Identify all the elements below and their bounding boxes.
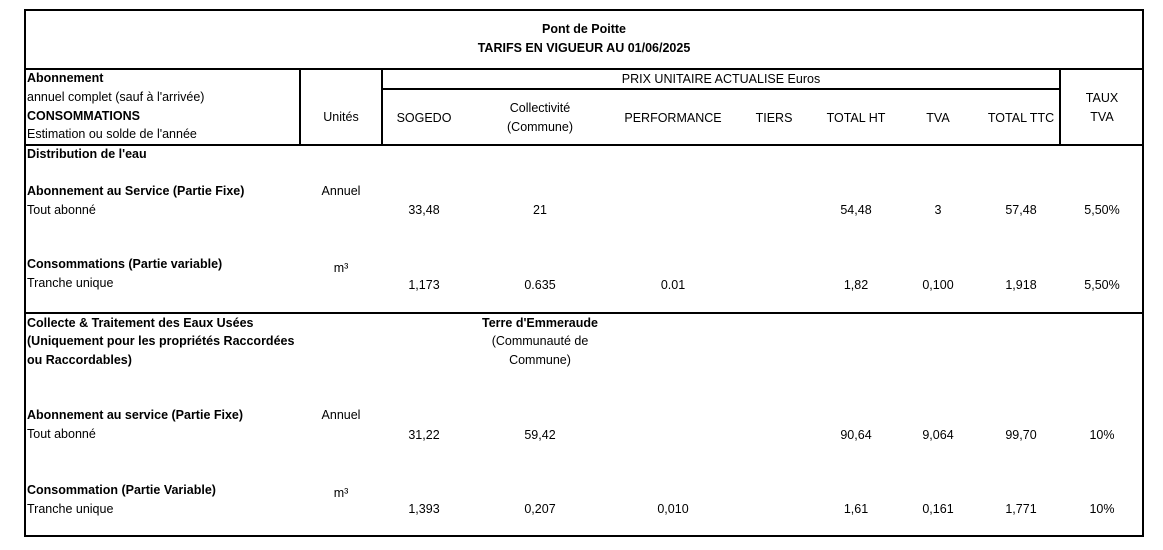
cell-unit: Annuel (321, 408, 361, 422)
cell-tva: 0,100 (922, 278, 954, 292)
section-title-collecte: Collecte & Traitement des Eaux Usées (27, 316, 254, 330)
col-header-tiers: TIERS (755, 111, 793, 125)
cell-total-ttc: 1,771 (1005, 502, 1037, 516)
cell-total-ttc: 1,918 (1005, 278, 1037, 292)
row-sublabel: Tout abonné (27, 427, 96, 441)
cell-sogedo: 33,48 (408, 203, 440, 217)
col-header-total-ht: TOTAL HT (826, 111, 886, 125)
col-header-performance: PERFORMANCE (624, 111, 722, 125)
cell-taux: 10% (1089, 502, 1115, 516)
cell-total-ttc: 57,48 (1005, 203, 1037, 217)
collectivite-type-2: Commune) (509, 353, 571, 367)
col-header-taux-2: TVA (1090, 110, 1114, 124)
cell-total-ht: 1,82 (843, 278, 869, 292)
row-sublabel: Tranche unique (27, 502, 114, 516)
cell-collectivite: 0.635 (524, 278, 556, 292)
cell-performance: 0,010 (657, 502, 689, 516)
prix-group-underline (381, 88, 1061, 90)
column-header-divider (24, 144, 1144, 146)
cell-collectivite: 59,42 (524, 428, 556, 442)
col-divider-taux-left (1059, 68, 1061, 146)
cell-taux: 10% (1089, 428, 1115, 442)
col-header-sogedo: SOGEDO (396, 111, 452, 125)
section-title-distribution: Distribution de l'eau (27, 147, 147, 161)
col-header-total-ttc: TOTAL TTC (987, 111, 1055, 125)
page-title: Pont de Poitte (541, 22, 627, 36)
cell-unit: Annuel (321, 184, 361, 198)
col-header-taux-1: TAUX (1085, 91, 1119, 105)
row-label: Consommations (Partie variable) (27, 257, 223, 271)
table-border-bottom (24, 535, 1144, 537)
left-header-annuel: annuel complet (sauf à l'arrivée) (27, 90, 205, 104)
cell-unit: m³ (333, 261, 349, 275)
cell-total-ht: 54,48 (840, 203, 872, 217)
cell-unit: m³ (333, 486, 349, 500)
cell-total-ttc: 99,70 (1005, 428, 1037, 442)
table-border-right (1142, 9, 1144, 537)
cell-sogedo: 1,173 (408, 278, 440, 292)
section-title-collecte-sub2: ou Raccordables) (27, 353, 132, 367)
cell-tva: 9,064 (922, 428, 954, 442)
left-header-abonnement: Abonnement (27, 71, 104, 85)
table-border-left (24, 9, 26, 537)
cell-collectivite: 21 (533, 203, 547, 217)
header-divider (24, 68, 1144, 70)
cell-sogedo: 1,393 (408, 502, 440, 516)
cell-total-ht: 1,61 (843, 502, 869, 516)
col-header-collectivite-1: Collectivité (509, 101, 571, 115)
section-divider (24, 312, 1144, 314)
section-title-collecte-sub1: (Uniquement pour les propriétés Raccordées (27, 334, 295, 348)
collectivite-type: (Communauté de (491, 334, 589, 348)
row-label: Consommation (Partie Variable) (27, 483, 216, 497)
cell-tva: 0,161 (922, 502, 954, 516)
row-label: Abonnement au Service (Partie Fixe) (27, 184, 245, 198)
row-sublabel: Tout abonné (27, 203, 96, 217)
col-header-prix-group: PRIX UNITAIRE ACTUALISE Euros (621, 72, 821, 86)
left-header-estimation: Estimation ou solde de l'année (27, 127, 197, 141)
page-subtitle: TARIFS EN VIGUEUR AU 01/06/2025 (477, 41, 691, 55)
cell-performance: 0.01 (660, 278, 686, 292)
cell-tva: 3 (934, 203, 942, 217)
row-label: Abonnement au service (Partie Fixe) (27, 408, 244, 422)
cell-sogedo: 31,22 (408, 428, 440, 442)
col-header-collectivite-2: (Commune) (507, 120, 573, 134)
cell-taux: 5,50% (1084, 278, 1120, 292)
left-header-consommations: CONSOMMATIONS (27, 109, 140, 123)
collectivite-name: Terre d'Emmeraude (482, 316, 598, 330)
col-header-tva: TVA (926, 111, 950, 125)
col-divider-unites-left (299, 68, 301, 146)
row-sublabel: Tranche unique (27, 276, 114, 290)
cell-taux: 5,50% (1084, 203, 1120, 217)
cell-collectivite: 0,207 (524, 502, 556, 516)
col-header-unites: Unités (323, 110, 359, 124)
cell-total-ht: 90,64 (840, 428, 872, 442)
table-border-top (24, 9, 1144, 11)
